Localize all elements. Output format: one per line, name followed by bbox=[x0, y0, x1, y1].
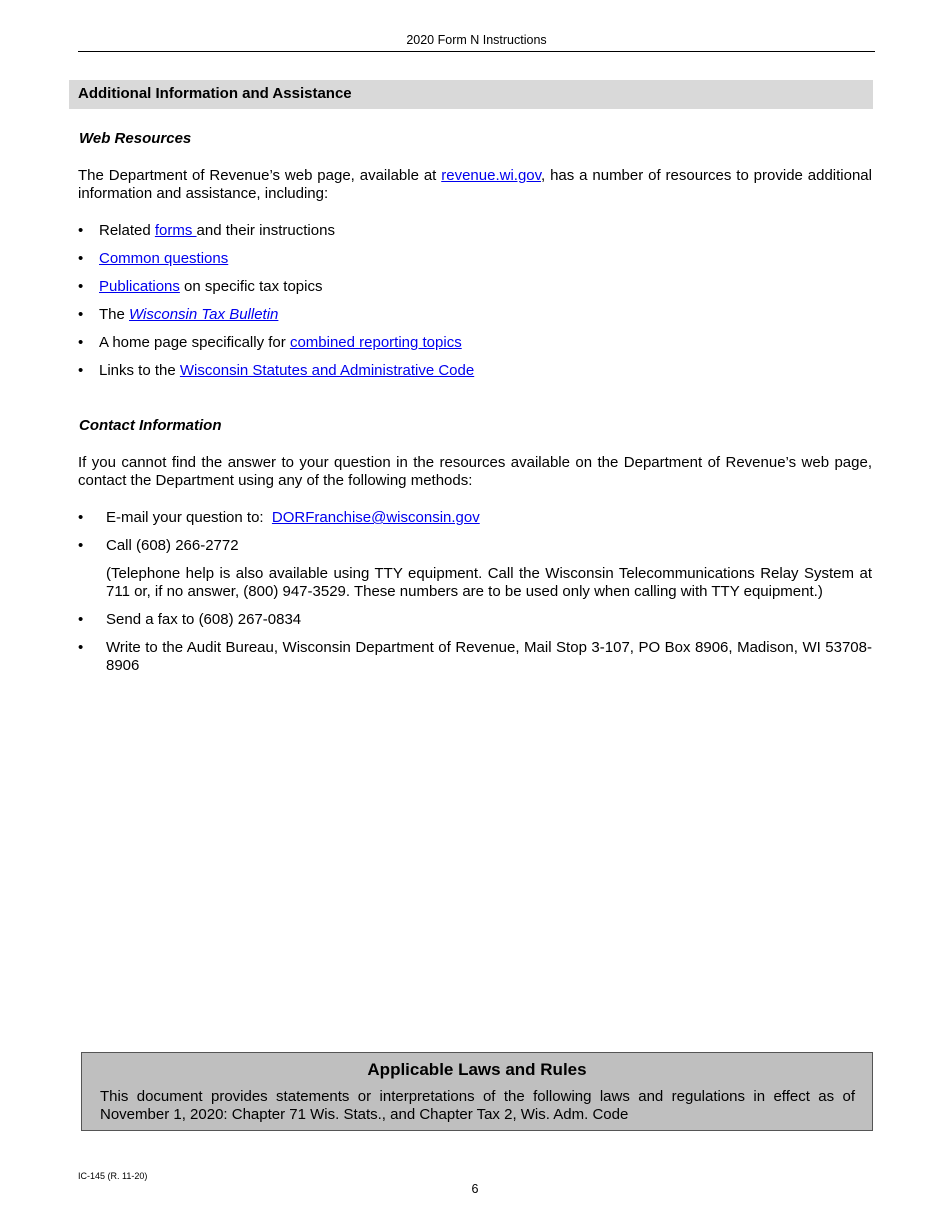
item-text: and their instructions bbox=[196, 222, 335, 239]
email-label: E-mail your question to: bbox=[106, 509, 272, 526]
web-resources-heading: Web Resources bbox=[79, 130, 192, 147]
fax-text: Send a fax to (608) 267-0834 bbox=[106, 611, 302, 628]
bullet-icon: • bbox=[78, 250, 84, 267]
list-item bbox=[78, 278, 872, 298]
statutes-code-link[interactable]: Wisconsin Statutes and Administrative Code bbox=[179, 362, 475, 379]
bullet-icon: • bbox=[78, 362, 84, 379]
write-text: Write to the Audit Bureau, Wisconsin Department of Revenue, Mail Stop 3-107, PO Box 8906, Madison, WI 53708-8906 bbox=[106, 639, 872, 674]
tty-note-text: (Telephone help is also available using TTY equipment. Call the Wisconsin Telecommunications Relay System at 711 or, if no answer, (800) 947-3529. These numbers are to be used only when calling with TTY equipment.) bbox=[106, 565, 872, 600]
bullet-icon: • bbox=[78, 222, 84, 239]
list-item bbox=[78, 334, 872, 354]
running-header: 2020 Form N Instructions bbox=[406, 33, 547, 47]
laws-body: This document provides statements or interpretations of the following laws and regulations in effect as of November 1, 2020: Chapter 71 Wis. Stats., and Chapter Tax 2, Wis. Adm. Code bbox=[100, 1088, 855, 1123]
item-text: Links to the bbox=[99, 362, 180, 379]
header-rule bbox=[78, 51, 875, 52]
laws-title: Applicable Laws and Rules bbox=[367, 1060, 587, 1079]
revenue-website-link[interactable]: revenue.wi.gov bbox=[441, 167, 542, 184]
bullet-icon: • bbox=[78, 306, 84, 323]
list-item bbox=[78, 509, 872, 529]
bullet-icon: • bbox=[78, 334, 84, 351]
page-number: 6 bbox=[471, 1182, 479, 1196]
bullet-icon: • bbox=[78, 611, 84, 628]
list-item bbox=[78, 639, 872, 679]
email-link[interactable]: DORFranchise@wisconsin.gov bbox=[271, 509, 480, 526]
item-text: The bbox=[99, 306, 130, 323]
list-item bbox=[78, 222, 872, 242]
bullet-icon: • bbox=[78, 639, 84, 656]
web-resources-list bbox=[78, 222, 872, 392]
contact-methods-list bbox=[78, 509, 872, 679]
intro-text-after: , has a number of resources to provide additional information and assistance, including: bbox=[78, 167, 872, 202]
item-text: Related bbox=[99, 222, 155, 239]
call-text: Call (608) 266-2772 bbox=[106, 537, 239, 554]
item-text: A home page specifically for bbox=[99, 334, 290, 351]
intro-text-before: The Department of Revenue’s web page, available at bbox=[78, 167, 442, 184]
contact-heading: Contact Information bbox=[79, 417, 222, 434]
applicable-laws-box bbox=[81, 1052, 873, 1131]
web-resources-intro bbox=[78, 167, 872, 203]
section-title: Additional Information and Assistance bbox=[78, 85, 352, 102]
combined-reporting-link[interactable]: combined reporting topics bbox=[289, 334, 462, 351]
bullet-icon: • bbox=[78, 278, 84, 295]
item-text: on specific tax topics bbox=[179, 278, 323, 295]
tty-note bbox=[78, 565, 872, 605]
contact-intro: If you cannot find the answer to your question in the resources available on the Department of Revenue’s web page, contact the Department using any of the following methods: bbox=[78, 454, 872, 489]
list-item bbox=[78, 250, 872, 270]
publications-link[interactable]: Publications bbox=[99, 278, 180, 295]
list-item bbox=[78, 537, 872, 557]
list-item bbox=[78, 306, 872, 326]
tax-bulletin-link[interactable]: Wisconsin Tax Bulletin bbox=[129, 306, 279, 323]
forms-link[interactable]: forms bbox=[154, 222, 197, 239]
section-title-band bbox=[69, 80, 873, 109]
list-item bbox=[78, 362, 872, 382]
bullet-icon: • bbox=[78, 509, 84, 526]
bullet-icon: • bbox=[78, 537, 84, 554]
form-code: IC-145 (R. 11-20) bbox=[78, 1171, 148, 1181]
common-questions-link[interactable]: Common questions bbox=[99, 250, 229, 267]
list-item bbox=[78, 611, 872, 631]
